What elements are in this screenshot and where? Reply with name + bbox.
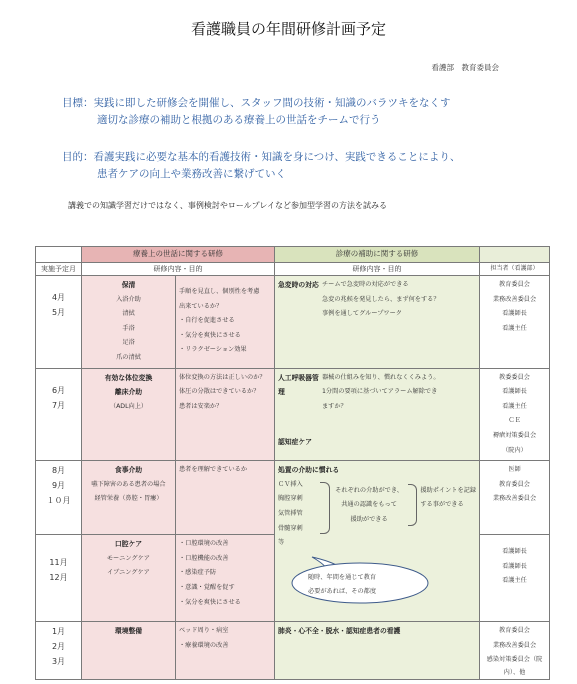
topic-title: 食事介助 <box>114 466 143 475</box>
charge-line: 看護主任 <box>502 324 527 332</box>
charge-line: 教育委員会 <box>499 627 530 635</box>
desc-line: 援助ポイントを記録 <box>420 486 477 494</box>
charge-line: 看護師長 <box>502 548 527 556</box>
desc-line: 援助ができる <box>350 515 388 523</box>
desc-line: 体位変換の方法は正しいのか？ <box>179 373 266 381</box>
charge-line: 教育委員会 <box>499 480 530 488</box>
charge-line: （院内） <box>502 446 527 454</box>
procedure-item: 骨髄穿刺 <box>278 524 303 532</box>
charge-line: 教育委員会 <box>499 281 530 288</box>
training-plan-table <box>35 246 550 680</box>
topic-item: モーニングケア <box>107 554 150 562</box>
desc-line: する事ができる <box>420 501 464 509</box>
month-label: 5月 <box>51 308 66 317</box>
care-desc-cell <box>176 368 275 461</box>
table-row <box>36 368 550 461</box>
month-label: 11月 <box>49 558 68 568</box>
purpose-line-2: 患者ケアの向上や業務改善に繋げていく <box>97 168 286 180</box>
desc-line: ベッド周り・病室 <box>179 627 229 635</box>
desc-line: 患者は安楽か？ <box>179 402 223 410</box>
department-label: 看護部 教育委員会 <box>431 63 499 72</box>
topic-title: 有効な体位変換 <box>104 373 153 382</box>
charge-line: 看護主任 <box>502 577 527 585</box>
medical-topic-cell <box>275 368 480 461</box>
desc-line: ・意識・覚醒を促す <box>179 583 235 591</box>
month-label: １０月 <box>46 496 71 506</box>
desc-line: チームで急変時の対応ができる <box>322 281 409 288</box>
care-topic-cell <box>82 461 176 535</box>
care-topic-cell <box>82 535 176 622</box>
procedure-item: 胸腔穿刺 <box>278 495 303 503</box>
topic-item: 手浴 <box>122 324 135 332</box>
desc-line: 器械の仕組みを知り、慣れなくくみよう。 <box>322 373 440 381</box>
charge-line: 看護主任 <box>502 402 527 410</box>
col-month-header: 実施予定月 <box>36 263 82 276</box>
topic-item: 足浴 <box>122 339 135 347</box>
medical-topic-cell <box>275 622 480 680</box>
charge-line: 教委委員会 <box>499 373 530 381</box>
procedure-item: 気管挿管 <box>278 509 303 517</box>
medical-topic-cell <box>275 276 480 369</box>
desc-line: ますか？ <box>322 402 347 410</box>
care-desc-cell <box>176 461 275 535</box>
desc-line: ・自行を促進させる <box>179 317 235 325</box>
desc-line: 1分間の要項に基づいてアラーム解除でき <box>322 388 438 396</box>
month-label: 2月 <box>51 642 66 652</box>
charge-line: 褥瘡対策委員会 <box>492 431 537 439</box>
charge-cell <box>480 622 550 680</box>
topic-item: 清拭 <box>122 310 135 318</box>
topic-title: 認知症ケア <box>278 438 312 447</box>
charge-line: ＣＥ <box>508 417 521 425</box>
desc-line: ・気分を爽快にさせる <box>179 331 241 339</box>
brace-right <box>408 484 417 526</box>
month-label: 6月 <box>51 385 66 395</box>
desc-line: 患者を理解できているか <box>179 466 248 474</box>
care-desc-cell <box>176 622 275 680</box>
month-label: 12月 <box>49 573 68 583</box>
desc-line: 事例を通してグループワーク <box>322 310 402 318</box>
charge-line: 業務改善委員会 <box>492 641 537 649</box>
desc-line: ・口腔機能の改善 <box>179 554 229 562</box>
care-desc-cell <box>176 276 275 369</box>
topic-item: イブニングケア <box>107 569 150 577</box>
desc-line: 急変の兆候を発見したら、まず何をする？ <box>322 295 440 303</box>
month-label: 3月 <box>51 657 66 667</box>
bubble-line: 必要があれば、その都度 <box>308 588 377 596</box>
desc-line: ・口腔環境の改善 <box>179 540 229 548</box>
topic-item: 経管栄養（鼻腔・胃瘻） <box>94 495 163 503</box>
topic-title: 離床介助 <box>114 388 143 397</box>
group-header-medical: 診療の補助に関する研修 <box>275 247 480 263</box>
month-cell <box>36 461 82 535</box>
table-row <box>36 622 550 680</box>
medical-topic-cell <box>275 461 480 622</box>
topic-item: 入浴介助 <box>116 295 141 303</box>
charge-cell <box>480 461 550 535</box>
col-charge-header: 担当者（看護部） <box>480 263 550 276</box>
col-content-right-header: 研修内容・目的 <box>275 263 480 276</box>
charge-line: 看護師長 <box>502 388 527 396</box>
procedure-item: 等 <box>278 539 285 547</box>
charge-line: 業務改善委員会 <box>492 495 537 503</box>
topic-title: 口腔ケア <box>114 540 143 549</box>
brace-left <box>320 482 330 534</box>
topic-title: 保清 <box>121 281 136 289</box>
charge-line: 内）、他 <box>503 668 526 676</box>
speech-bubble <box>278 551 476 611</box>
charge-cell <box>480 276 550 369</box>
topic-title: 急変時の対応 <box>278 281 319 289</box>
month-cell <box>36 368 82 461</box>
goal-line-1: 目標：実践に即した研修会を開催し、スタッフ間の技術・知識のバラツキをなくす <box>62 97 451 109</box>
care-topic-cell <box>82 276 176 369</box>
desc-line: ・気分を爽快にさせる <box>179 598 241 606</box>
month-cell <box>36 276 82 369</box>
charge-line: 業務改善委員会 <box>492 295 537 303</box>
month-label: 8月 <box>51 466 66 476</box>
desc-line: それぞれの介助ができ、 <box>335 486 403 494</box>
desc-line: ・リラクゼーション効果 <box>179 346 247 354</box>
month-cell <box>36 535 82 622</box>
desc-line: 共通の認識をもって <box>341 501 397 509</box>
header-blank-right <box>480 247 550 263</box>
care-desc-cell <box>176 535 275 622</box>
topic-title: 処置の介助に慣れる <box>278 466 340 475</box>
topic-item: 嚥下障害のある患者の場合 <box>91 480 166 488</box>
header-blank <box>36 247 82 263</box>
bubble-line: 随時、年間を通じて教育 <box>308 573 377 581</box>
group-header-care: 療養上の世話に関する研修 <box>82 247 275 263</box>
topic-item: 爪の清拭 <box>116 353 141 361</box>
table-row <box>36 276 550 369</box>
month-label: 4月 <box>51 293 66 302</box>
desc-line: ・感染症予防 <box>179 569 217 577</box>
purpose-line-1: 目的：看護実践に必要な基本的看護技術・知識を身につけ、実践できることにより、 <box>62 151 461 163</box>
charge-cell <box>480 535 550 622</box>
charge-line: 医師 <box>508 466 521 474</box>
desc-line: 手順を見直し、個別性を考慮 <box>179 288 260 295</box>
topic-title: 肺炎・心不全・脱水・認知症患者の看護 <box>278 627 401 636</box>
desc-line: ・療養環境の改善 <box>179 641 229 649</box>
care-topic-cell <box>82 622 176 680</box>
charge-line: 看護師長 <box>502 562 527 570</box>
charge-line: 看護師長 <box>502 310 527 318</box>
procedure-item: ＣＶ挿入 <box>278 480 303 488</box>
month-label: 7月 <box>51 400 66 410</box>
topic-title: 環境整備 <box>114 627 143 636</box>
month-cell <box>36 622 82 680</box>
desc-line: 体圧の分散はできているか？ <box>179 388 260 396</box>
topic-title: 人工呼吸器管理 <box>278 373 319 397</box>
charge-cell <box>480 368 550 461</box>
care-topic-cell <box>82 368 176 461</box>
table-row <box>36 461 550 535</box>
col-content-left-header: 研修内容・目的 <box>82 263 275 276</box>
method-note: 講義での知識学習だけではなく、事例検討やロールプレイなど参加型学習の方法を試みる <box>68 201 387 210</box>
month-label: 9月 <box>51 481 66 491</box>
topic-item: （ADL向上） <box>109 402 148 410</box>
goal-line-2: 適切な診療の補助と根拠のある療養上の世話をチームで行う <box>97 114 381 126</box>
page-title: 看護職員の年間研修計画予定 <box>190 20 386 38</box>
month-label: 1月 <box>51 627 66 637</box>
desc-line: 出来ているか？ <box>179 302 223 310</box>
charge-line: 感染対策委員会（院 <box>486 656 543 664</box>
